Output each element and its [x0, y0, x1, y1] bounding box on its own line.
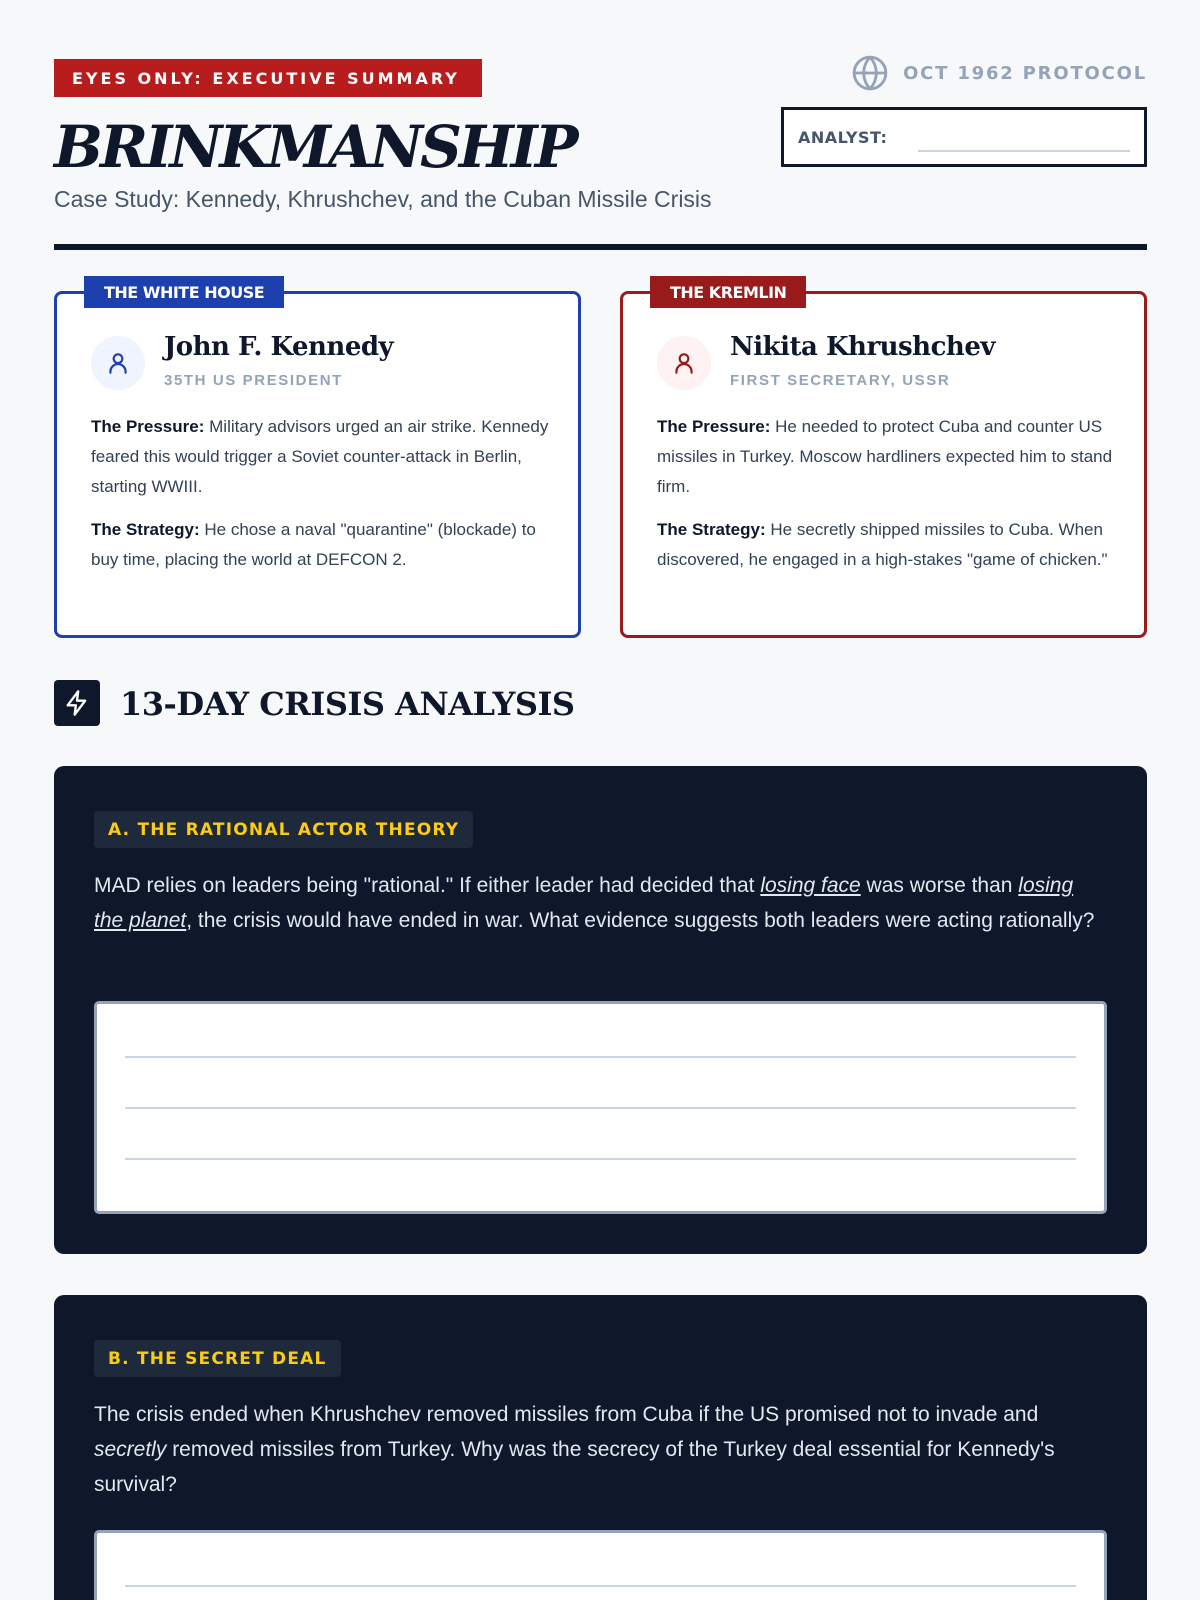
pressure-label: The Pressure:: [657, 417, 771, 436]
khrushchev-pressure: [657, 412, 1118, 502]
khrushchev-card: [620, 282, 1147, 638]
analyst-label: ANALYST:: [798, 127, 888, 147]
strategy-text: He chose a naval "quarantine" (blockade) to buy time, placing the world at DEFCON 2.: [91, 520, 536, 569]
emphasis-losing-planet: losing the planet: [94, 874, 1074, 932]
khrushchev-name: Nikita Khrushchev: [730, 332, 995, 362]
question-panel-b: [54, 1295, 1147, 1600]
user-icon: [105, 350, 131, 376]
kennedy-name: John F. Kennedy: [164, 332, 394, 362]
user-icon: [671, 350, 697, 376]
globe-icon: [851, 54, 889, 92]
analyst-write-line[interactable]: [918, 150, 1130, 152]
protocol-text: OCT 1962 PROTOCOL: [903, 62, 1147, 84]
pressure-text: He needed to protect Cuba and counter US missiles in Turkey. Moscow hardliners expected him to stand firm.: [657, 417, 1113, 496]
khrushchev-role: FIRST SECRETARY, USSR: [730, 372, 951, 389]
protocol-label: [851, 54, 1147, 92]
kennedy-role: 35TH US PRESIDENT: [164, 372, 343, 389]
section-title: 13-DAY CRISIS ANALYSIS: [120, 685, 575, 723]
question-text-part: was worse than: [860, 874, 1019, 897]
kremlin-tab: THE KREMLIN: [650, 276, 806, 308]
pressure-label: The Pressure:: [91, 417, 205, 436]
answer-line: [125, 1158, 1076, 1160]
question-panel-a: [54, 766, 1147, 1254]
question-tag-b: B. THE SECRET DEAL: [94, 1340, 341, 1377]
lightning-icon: [63, 689, 91, 717]
strategy-label: The Strategy:: [91, 520, 200, 539]
question-text-b: [94, 1397, 1107, 1502]
classification-stamp: EYES ONLY: EXECUTIVE SUMMARY: [54, 59, 482, 97]
emphasis-losing-face: losing face: [760, 874, 861, 897]
strategy-text: He secretly shipped missiles to Cuba. When discovered, he engaged in a high-stakes "game of chicken.": [657, 520, 1108, 569]
answer-box-b[interactable]: [94, 1530, 1107, 1600]
question-text-part: , the crisis would have ended in war. What evidence suggests both leaders were acting rationally?: [186, 909, 1095, 932]
khrushchev-strategy: [657, 515, 1118, 575]
question-text-part: The crisis ended when Khrushchev removed missiles from Cuba if the US promised not to invade and: [94, 1403, 1039, 1426]
header-divider: [54, 244, 1147, 250]
pressure-text: Military advisors urged an air strike. Kennedy feared this would trigger a Soviet counter-attack in Berlin, starting WWIII.: [91, 417, 549, 496]
emphasis-secretly: secretly: [94, 1438, 167, 1461]
answer-line: [125, 1585, 1076, 1587]
kennedy-pressure: [91, 412, 552, 502]
strategy-label: The Strategy:: [657, 520, 766, 539]
section-icon-box: [54, 680, 100, 726]
analyst-field[interactable]: [781, 107, 1147, 167]
white-house-tab: THE WHITE HOUSE: [84, 276, 284, 308]
answer-line: [125, 1107, 1076, 1109]
page-subtitle: Case Study: Kennedy, Khrushchev, and the Cuban Missile Crisis: [54, 186, 712, 212]
kennedy-avatar: [91, 336, 145, 390]
question-text-part: removed missiles from Turkey. Why was the secrecy of the Turkey deal essential for Kennedy's survival?: [94, 1438, 1055, 1496]
page-title: BRINKMANSHIP: [54, 113, 576, 181]
kennedy-strategy: [91, 515, 552, 575]
answer-line: [125, 1056, 1076, 1058]
khrushchev-avatar: [657, 336, 711, 390]
answer-box-a[interactable]: [94, 1001, 1107, 1214]
question-tag-a: A. THE RATIONAL ACTOR THEORY: [94, 811, 473, 848]
kennedy-card: [54, 282, 581, 638]
question-text-a: [94, 868, 1107, 938]
question-text-part: MAD relies on leaders being "rational." If either leader had decided that: [94, 874, 761, 897]
